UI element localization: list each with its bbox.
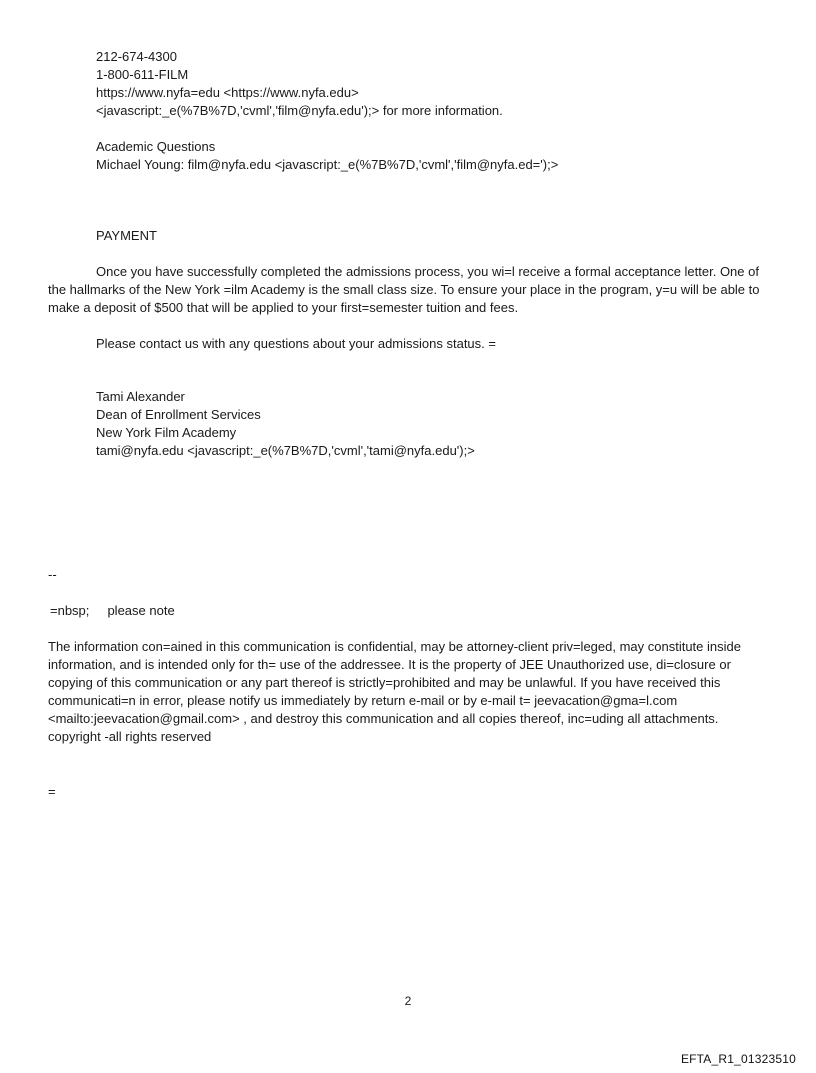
- signature-name: Tami Alexander: [96, 389, 185, 404]
- signature-title: Dean of Enrollment Services: [96, 407, 261, 422]
- signature-separator: --: [48, 567, 57, 582]
- signature-email: tami@nyfa.edu <javascript:_e(%7B%7D,'cvml','tami@nyfa.edu');>: [96, 443, 475, 458]
- signature-org: New York Film Academy: [96, 425, 237, 440]
- contact-us-line: Please contact us with any questions about your admissions status. =: [96, 336, 496, 351]
- trailing-equals: =: [48, 784, 56, 799]
- confidentiality-disclaimer: The information con=ained in this communication is confidential, may be attorney-client priv=leged, may constitute inside information, and is intended only for th= use of the addressee. It is the property of JEE Unauthorized use, di=closure or copying of this communication or any part thereof is strictly=prohibited and may be unlawful. If you have received this communicati=n in error, please notify us immediately by return e-mail or by e-mail t= jeevacation@gma=l.com <mailto:jeevacation@gmail.com> , and destroy this communication and all copies thereof, inc=uding all attachments. copyright -all rights reserved: [48, 639, 741, 744]
- phone-line-1: 212-674-4300: [96, 49, 177, 64]
- academic-questions-heading: Academic Questions: [96, 139, 216, 154]
- page-number: 2: [404, 994, 412, 1008]
- javascript-info-line: <javascript:_e(%7B%7D,'cvml','film@nyfa.edu');> for more information.: [96, 103, 503, 118]
- website-line: https://www.nyfa=edu <https://www.nyfa.edu>: [96, 85, 359, 100]
- bates-number: EFTA_R1_01323510: [680, 1052, 796, 1066]
- payment-paragraph: [48, 263, 760, 317]
- please-note-line: =nbsp; please note: [50, 603, 175, 618]
- phone-line-2: 1-800-611-FILM: [96, 67, 189, 82]
- academic-contact-line: Michael Young: film@nyfa.edu <javascript:_e(%7B%7D,'cvml','film@nyfa.ed=');>: [96, 157, 559, 172]
- payment-heading: PAYMENT: [96, 228, 157, 243]
- payment-paragraph-text: Once you have successfully completed the admissions process, you wi=l receive a formal acceptance letter. One of the hallmarks of the New York =ilm Academy is the small class size. To ensure your place in the program, y=u will be able to make a deposit of $500 that will be applied to your first=semester tuition and fees.: [48, 264, 760, 315]
